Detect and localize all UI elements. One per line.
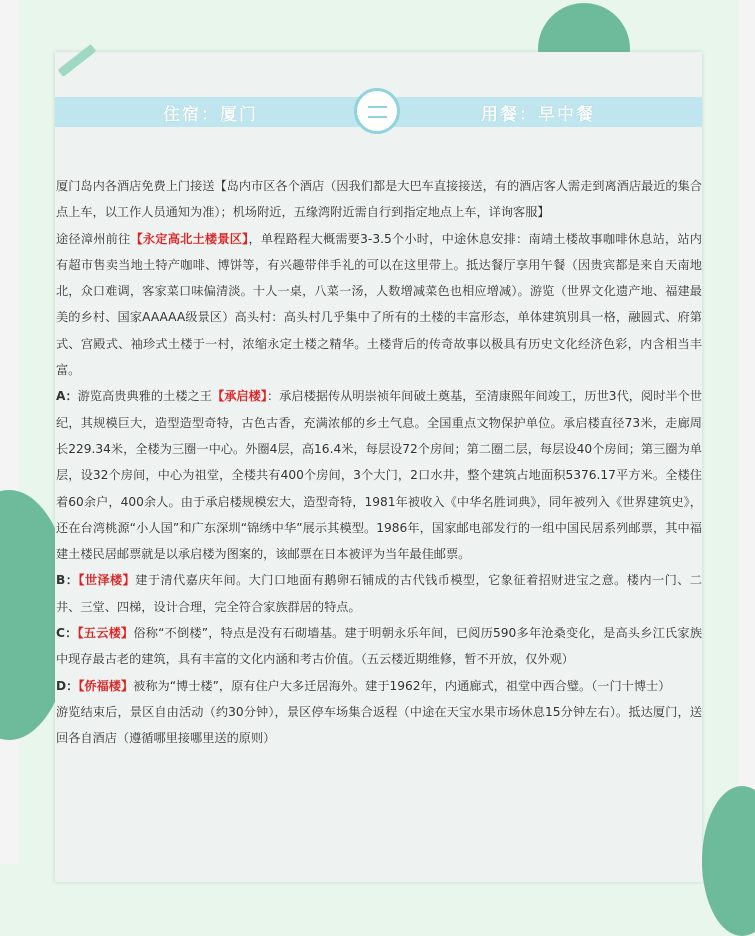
paragraph	[56, 226, 702, 384]
page-frame-right	[738, 0, 755, 864]
meals-label: 用餐：早中餐	[481, 105, 595, 125]
paragraph	[56, 383, 702, 567]
accommodation-label: 住宿：厦门	[163, 105, 258, 125]
paragraph	[56, 620, 702, 673]
paragraph-text: ：承启楼据传从明崇祯年间破土奠基，至清康熙年间竣工，历世3代，阅时半个世纪，其规模巨大，造型造型奇特，古色古香，充满浓郁的乡土气息。全国重点文物保护单位。承启楼直径73米，走廊周长229.34米，全楼为三圈一中心。外圈4层，高16.4米，每层设72个房间；第二圈二层，每层设40个房间；第三圈为单层，设32个房间，中心为祖堂，全楼共有400个房间，3个大门，2口水井，整个建筑占地面积5376.17平方米。全楼住着60余户，400余人。由于承启楼规模宏大，造型奇特，1981年被收入《中华名胜词典》，同年被列入《世界建筑史》，还在台湾桃源“小人国”和广东深圳“锦绣中华”展示其模型。1986年，国家邮电部发行的一组中国民居系列邮票，其中福建土楼民居邮票就是以承启楼为图案的，该邮票在日本被评为当年最佳邮票。	[56, 389, 703, 562]
highlighted-place-name: 【侨福楼】	[78, 678, 134, 693]
highlighted-place-name: 【五云楼】	[77, 626, 134, 641]
paragraph-text: ，单程路程大概需要3-3.5个小时，中途休息安排：南靖土楼故事咖啡休息站，站内有超市售卖当地土特产咖啡、博饼等，有兴趣带伴手礼的可以在这里带上。抵达餐厅享用午餐（因贵宾都是来自天南地北，众口难调，客家菜口味偏清淡。十人一桌，八菜一汤，人数增减菜色也相应增减）。游览（世界文化遗产地、福建最美的乡村、国家AAAAA级景区）高头村：高头村几乎集中了所有的土楼的丰富形态，单体建筑別具一格，融圆式、府第式、宫殿式、袖珍式土楼于一村，浓缩永定土楼之精华。土楼背后的传奇故事以极具有历史文化经济色彩，内含相当丰富。	[56, 231, 702, 378]
itinerary-text	[56, 173, 702, 752]
paragraph-text: 建于清代嘉庆年间。大门口地面有鹅卵石铺成的古代钱币模型，它象征着招财进宝之意。楼内一门、二井、三堂、四梯，设计合理，完全符合家族群居的特点。	[56, 573, 702, 614]
highlighted-place-name: 【承启楼】	[211, 389, 267, 404]
highlighted-place-name: 【世泽楼】	[78, 573, 136, 588]
paragraph	[56, 673, 702, 699]
paragraph	[56, 173, 702, 226]
paragraph-text: 途径漳州前往	[56, 231, 131, 246]
paragraph	[56, 699, 702, 752]
paragraph-text: 俗称“不倒楼”，特点是没有石砌墙基。建于明朝永乐年间，已阅历590多年沧桑变化，是高头乡江氏家族中现存最古老的建筑，具有丰富的文化内涵和考古价值。（五云楼近期维修，暂不开放，仅外观）	[56, 626, 703, 667]
paragraph-text: 游览高贵典雅的土楼之王	[77, 389, 212, 404]
item-marker: A：	[56, 389, 78, 404]
item-marker: C：	[56, 626, 78, 641]
two-lines-icon	[354, 88, 400, 134]
item-marker: B：	[56, 573, 79, 588]
item-marker: D：	[56, 678, 79, 693]
highlighted-place-name: 【永定高北土楼景区】	[130, 231, 249, 246]
paragraph-text: 被称为“博士楼”，原有住户大多迁居海外。建于1962年，内通廊式，祖堂中西合璧。（一门十博士）	[133, 678, 671, 693]
paragraph	[56, 567, 702, 620]
paragraph-text: 厦门岛内各酒店免费上门接送【岛内市区各个酒店（因我们都是大巴车直接接送，有的酒店客人需走到离酒店最近的集合点上车，以工作人员通知为准）；机场附近，五缘湾附近需自行到指定地点上车，详询客服】	[56, 179, 702, 220]
decorative-circle-right	[702, 786, 755, 936]
paragraph-text: 游览结束后，景区自由活动（约30分钟），景区停车场集合返程（中途在天宝水果市场休息15分钟左右）。抵达厦门，送回各自酒店（遵循哪里接哪里送的原则）	[56, 704, 702, 746]
